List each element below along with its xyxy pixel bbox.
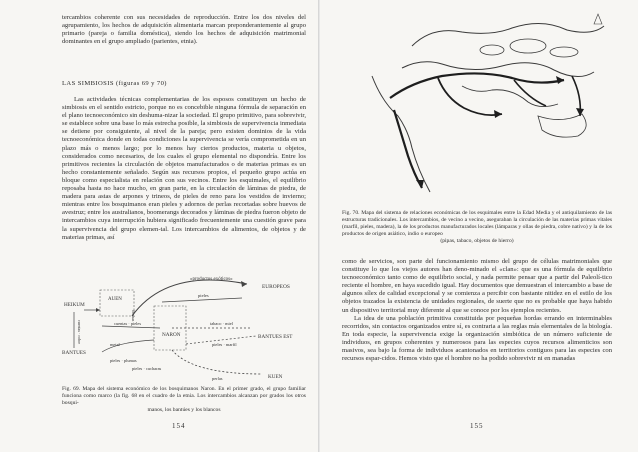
right-main-text — [342, 258, 612, 363]
figure-70-caption: Fig. 70. Mapa del sistema de relaciones económicas de los esquimales entre la Edad Media y el antiquilamiento de las estructuras tradicionales. Los intercambios, de vecino a vecino, aseguraban la circulación de las materias primas vitales (marfil, pieles, madera), la de los productos manufacturados locales (lámparas y ollas de piedra, cobre nativo) y la de los productos de origen asiático, indio o europeo (pipas, tabaco, objetos de hierro) — [342, 210, 612, 244]
left-top-paragraph: tercambios coherente con sus necesidades de reproducción. Entre los dos niveles del agrupamiento, los hechos de adquisición alimentaria marcan preponderantemente al grupo primario (pareja o familia doméstica), siendo los hechos de adquisición matrimonial dominantes en el grupo ampliado (parientes, etnia). — [62, 14, 306, 46]
kuen-label: KUEN — [268, 374, 283, 380]
perlas-label: perlas — [212, 376, 223, 381]
tabaco-miel-label: tabaco · miel — [210, 321, 233, 326]
pieles-label: pieles — [198, 293, 209, 298]
bantues-east-label: BANTUES EST — [258, 334, 293, 340]
left-page — [0, 0, 318, 452]
right-paragraph-2: La idea de una población primitiva constituida por pequeñas hordas errando en interminables recorridos, sin contactos organizados entre sí, es contraria a las reglas más elementales de la biología. En toda especie, la supervivencia exige la organización simbiótica de un número suficiente de individuos, en grupos coherentes y numerosos para las especies cuyos recursos alimenticios son masivos, sea bajo la forma de individuos acantonados en territorios contiguos para las especies con recursos espar-cidos. Hemos visto que el hombre no ha podido sobrevivir ni en manadas — [342, 314, 612, 363]
right-paragraph-1: como de servicios, son parte del funcionamiento mismo del grupo de células matrimoniales que constituye lo que los viejos autores han deno-minado el «clan»: que es una fórmula de equilibrio tecnoeconómico tanto como de equilibrio social, y nada permite pensar que a partir del Paleolí-tico reciente el hombre, en haya sucedido igual. Hay documentos que demuestran el intercambio a base de algunos sílex de calidad excepcional y se comienza a percibir con bastante nitidez en el estilo de los objetos trazados la existencia de unidades regionales, de suerte que no es probable que haya habido un dispositivo territorial muy diferente al que se conoce por los ejemplos recientes. — [342, 258, 612, 314]
figure-69-caption: Fig. 69. Mapa del sistema económico de los bosquimanos Naron. En el primer grado, el grupo familiar funciona como marco (la fig. 68 en el cuadro de la etnia. Los intercambios alcanzan por grados los otros bosqui- manos, los bantúes y los blancos — [62, 386, 306, 413]
figure-69-caption-center: manos, los bantúes y los blancos — [147, 406, 221, 413]
left-page-number: 154 — [172, 422, 186, 430]
europeos-label: EUROPEOS — [262, 284, 290, 290]
figure-70-caption-center: (pipas, tabaco, objetos de hierro) — [440, 237, 514, 244]
naron-label: NARON — [162, 332, 181, 338]
right-page-number: 155 — [470, 422, 484, 430]
right-page — [320, 0, 638, 452]
bantues-west-label: BANTUES — [62, 350, 86, 356]
pieles-plumas-label: pieles · plumas — [110, 358, 137, 363]
cuentas-pieles-label: cuentas · pieles — [114, 321, 142, 326]
vertical-left-label: cuentas · cobre — [77, 320, 82, 345]
pieles-cucharas-label: pieles · cucharas — [132, 366, 162, 371]
section-title: LAS SIMBIOSIS (figuras 69 y 70) — [62, 80, 167, 87]
heikum-label: HEIKUM — [64, 302, 85, 308]
eskimo-relations-map — [342, 6, 612, 206]
left-main-paragraph: Las actividades técnicas complementarias de los esposos constituyen un hecho de simbiosis en el sentido estricto, porque no es concebible ninguna fórmula de separación en el plano tecnoeconómico sin deshuma-nizar la sociedad. El grupo primitivo, para sobrevivir, se establece sobre una base lo más estrecha posible, la simbiosis de supervivencia inmediata se detiene por consiguiente, al nivel de la pareja; pero existen dominios de la vida tecnoeconómica donde en todas condiciones la supervivencia se vería comprometida en un plazo más o menos largo; por lo menos hay ciertos productos, materia u objetos, considerados como necesarios, de los cuales el grupo elemental no dispondría. Entre los primitivos recientes la circulación de objetos manufacturados o de materias primas es un hecho constantemente señalado. Según sus recursos propios, el pequeño grupo actúa en bloque como especialista en relación con sus vecinos. Entre los esquimales, el equilibrio reposaba hasta no hace mucho, en gran parte, en la circulación de láminas de piedra, de madera para astas de arpones y trineos, de pieles de reno para los vestidos de invierno; mientras entre los bosquimanos eran pieles y adornos de perlas recortadas sobre huevos de avestruz; entre los australianos, boomerangs decorados y láminas de piedra fueron objeto de intercambios cuya interrupción hubiera significado frecuentemente una cuestión grave para la supervivencia del grupo elemen-tal. Los intercambios de alimentos, de objetos y de materias primas, así — [62, 96, 306, 241]
auen-label: AUEN — [108, 297, 122, 302]
economic-system-diagram — [62, 270, 306, 382]
pieles-marfil-label: pieles · marfil — [212, 342, 237, 347]
arrows-side-label: flechas — [131, 310, 136, 322]
metal-label: metal — [110, 342, 120, 347]
products-label: «productos exóticos» — [190, 277, 233, 282]
